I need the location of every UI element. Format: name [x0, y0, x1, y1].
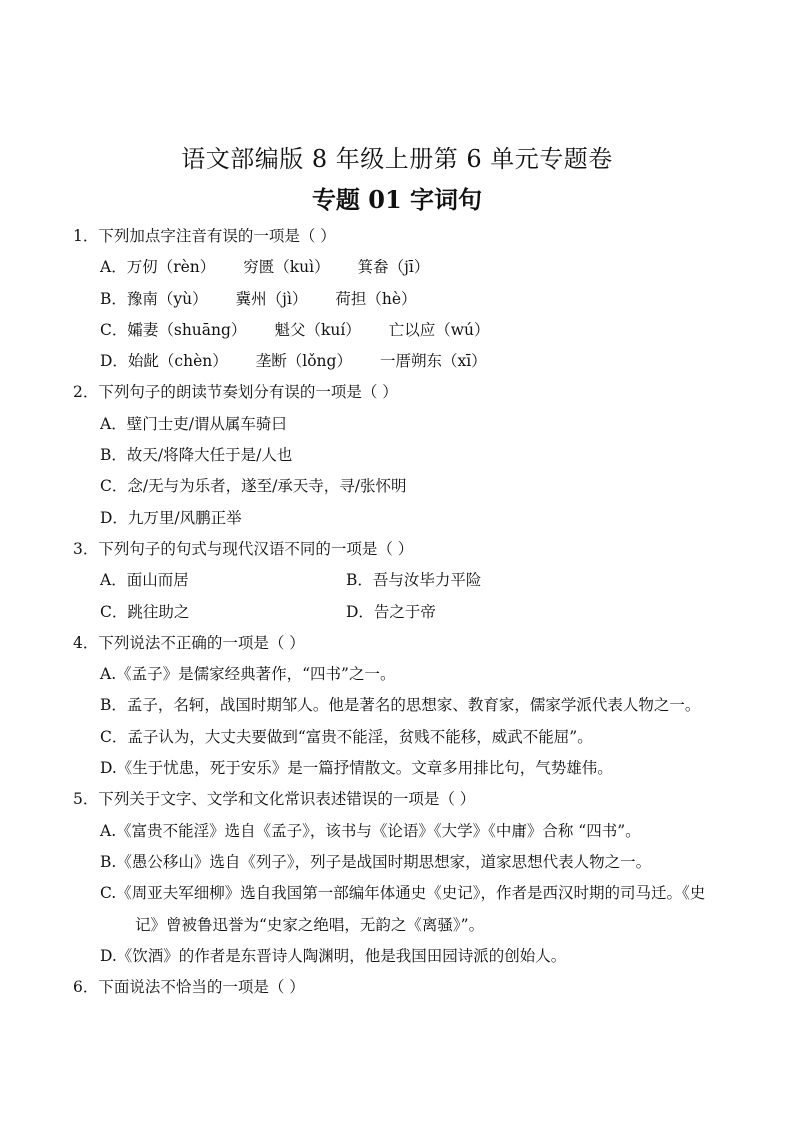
option-item: 穷匮（kuì） [243, 258, 330, 277]
question-1 [73, 221, 733, 377]
option-item: A．万仞（rèn） [100, 258, 216, 277]
option-a: A．面山而居 [100, 571, 189, 590]
page-title: 语文部编版 8 年级上册第 6 单元专题卷 [181, 145, 613, 173]
option-c: C．孟子认为，大丈夫要做到“富贵不能淫，贫贱不能移，威武不能屈”。 [100, 727, 593, 746]
option-row-ab [73, 565, 733, 596]
option-a: A.《富贵不能淫》选自《孟子》，该书与《论语》《大学》《中庸》合称 “四书”。 [100, 821, 641, 840]
question-list [73, 221, 733, 1003]
option-c-continuation: 记》曾被鲁迅誉为“史家之绝唱，无韵之《离骚》”。 [135, 915, 485, 934]
option-c [73, 315, 733, 346]
option-a [73, 252, 733, 283]
option-item: 箕畚（jī） [357, 258, 430, 277]
question-3 [73, 534, 733, 628]
question-stem: 5．下列关于文字、文学和文化常识表述错误的一项是（ ） [73, 790, 476, 809]
option-item: B．豫南（yù） [100, 289, 208, 308]
option-d: D.《生于忧患，死于安乐》是一篇抒情散文。文章多用排比句，气势雄伟。 [100, 759, 613, 778]
option-b: B．吾与汝毕力平险 [346, 571, 482, 590]
option-a: A．壁门士吏/谓从属车骑曰 [100, 414, 287, 433]
option-d: D.《饮酒》的作者是东晋诗人陶渊明，他是我国田园诗派的创始人。 [100, 946, 567, 965]
question-stem: 3．下列句子的句式与现代汉语不同的一项是（ ） [73, 539, 414, 558]
question-6 [73, 972, 733, 1003]
question-stem: 6．下面说法不恰当的一项是（ ） [73, 978, 305, 997]
option-item: 一厝朔东（xī） [379, 352, 487, 371]
page-subtitle: 专题 01 字词句 [311, 185, 483, 214]
option-a: A.《孟子》是儒家经典著作，“四书”之一。 [100, 665, 396, 684]
option-d: D．九万里/风鹏正举 [100, 508, 242, 527]
option-item: 冀州（jì） [235, 289, 308, 308]
option-item: 魁父（kuí） [274, 320, 361, 339]
option-item: C．孀妻（shuāng） [100, 320, 247, 339]
option-item: 垄断（lǒng） [255, 352, 352, 371]
question-2 [73, 377, 733, 533]
option-d [73, 346, 733, 377]
option-b: B．故天/将降大任于是/人也 [100, 446, 293, 465]
option-item: D．始龀（chèn） [100, 352, 228, 371]
question-4 [73, 628, 733, 784]
option-c: C.《周亚夫军细柳》选自我国第一部编年体通史《史记》，作者是西汉时期的司马迁。《史 [100, 884, 706, 903]
question-stem: 1．下列加点字注音有误的一项是（ ） [73, 227, 336, 245]
question-stem: 2．下列句子的朗读节奏划分有误的一项是（ ） [73, 383, 398, 402]
option-item: 荷担（hè） [335, 289, 417, 308]
option-b: B.《愚公移山》选自《列子》，列子是战国时期思想家，道家思想代表人物之一。 [100, 852, 652, 871]
option-c: C．念/无与为乐者，遂至/承天寺，寻/张怀明 [100, 477, 407, 496]
question-stem: 4．下列说法不正确的一项是（ ） [73, 633, 305, 652]
option-item: 亡以应（wú） [388, 320, 490, 339]
option-c: C．跳往助之 [100, 602, 190, 621]
option-row-cd [73, 597, 733, 628]
option-d: D．告之于帝 [346, 602, 436, 621]
question-5 [73, 784, 733, 972]
option-b: B．孟子，名轲，战国时期邹人。他是著名的思想家、教育家，儒家学派代表人物之一。 [100, 696, 701, 715]
option-b [73, 284, 733, 315]
